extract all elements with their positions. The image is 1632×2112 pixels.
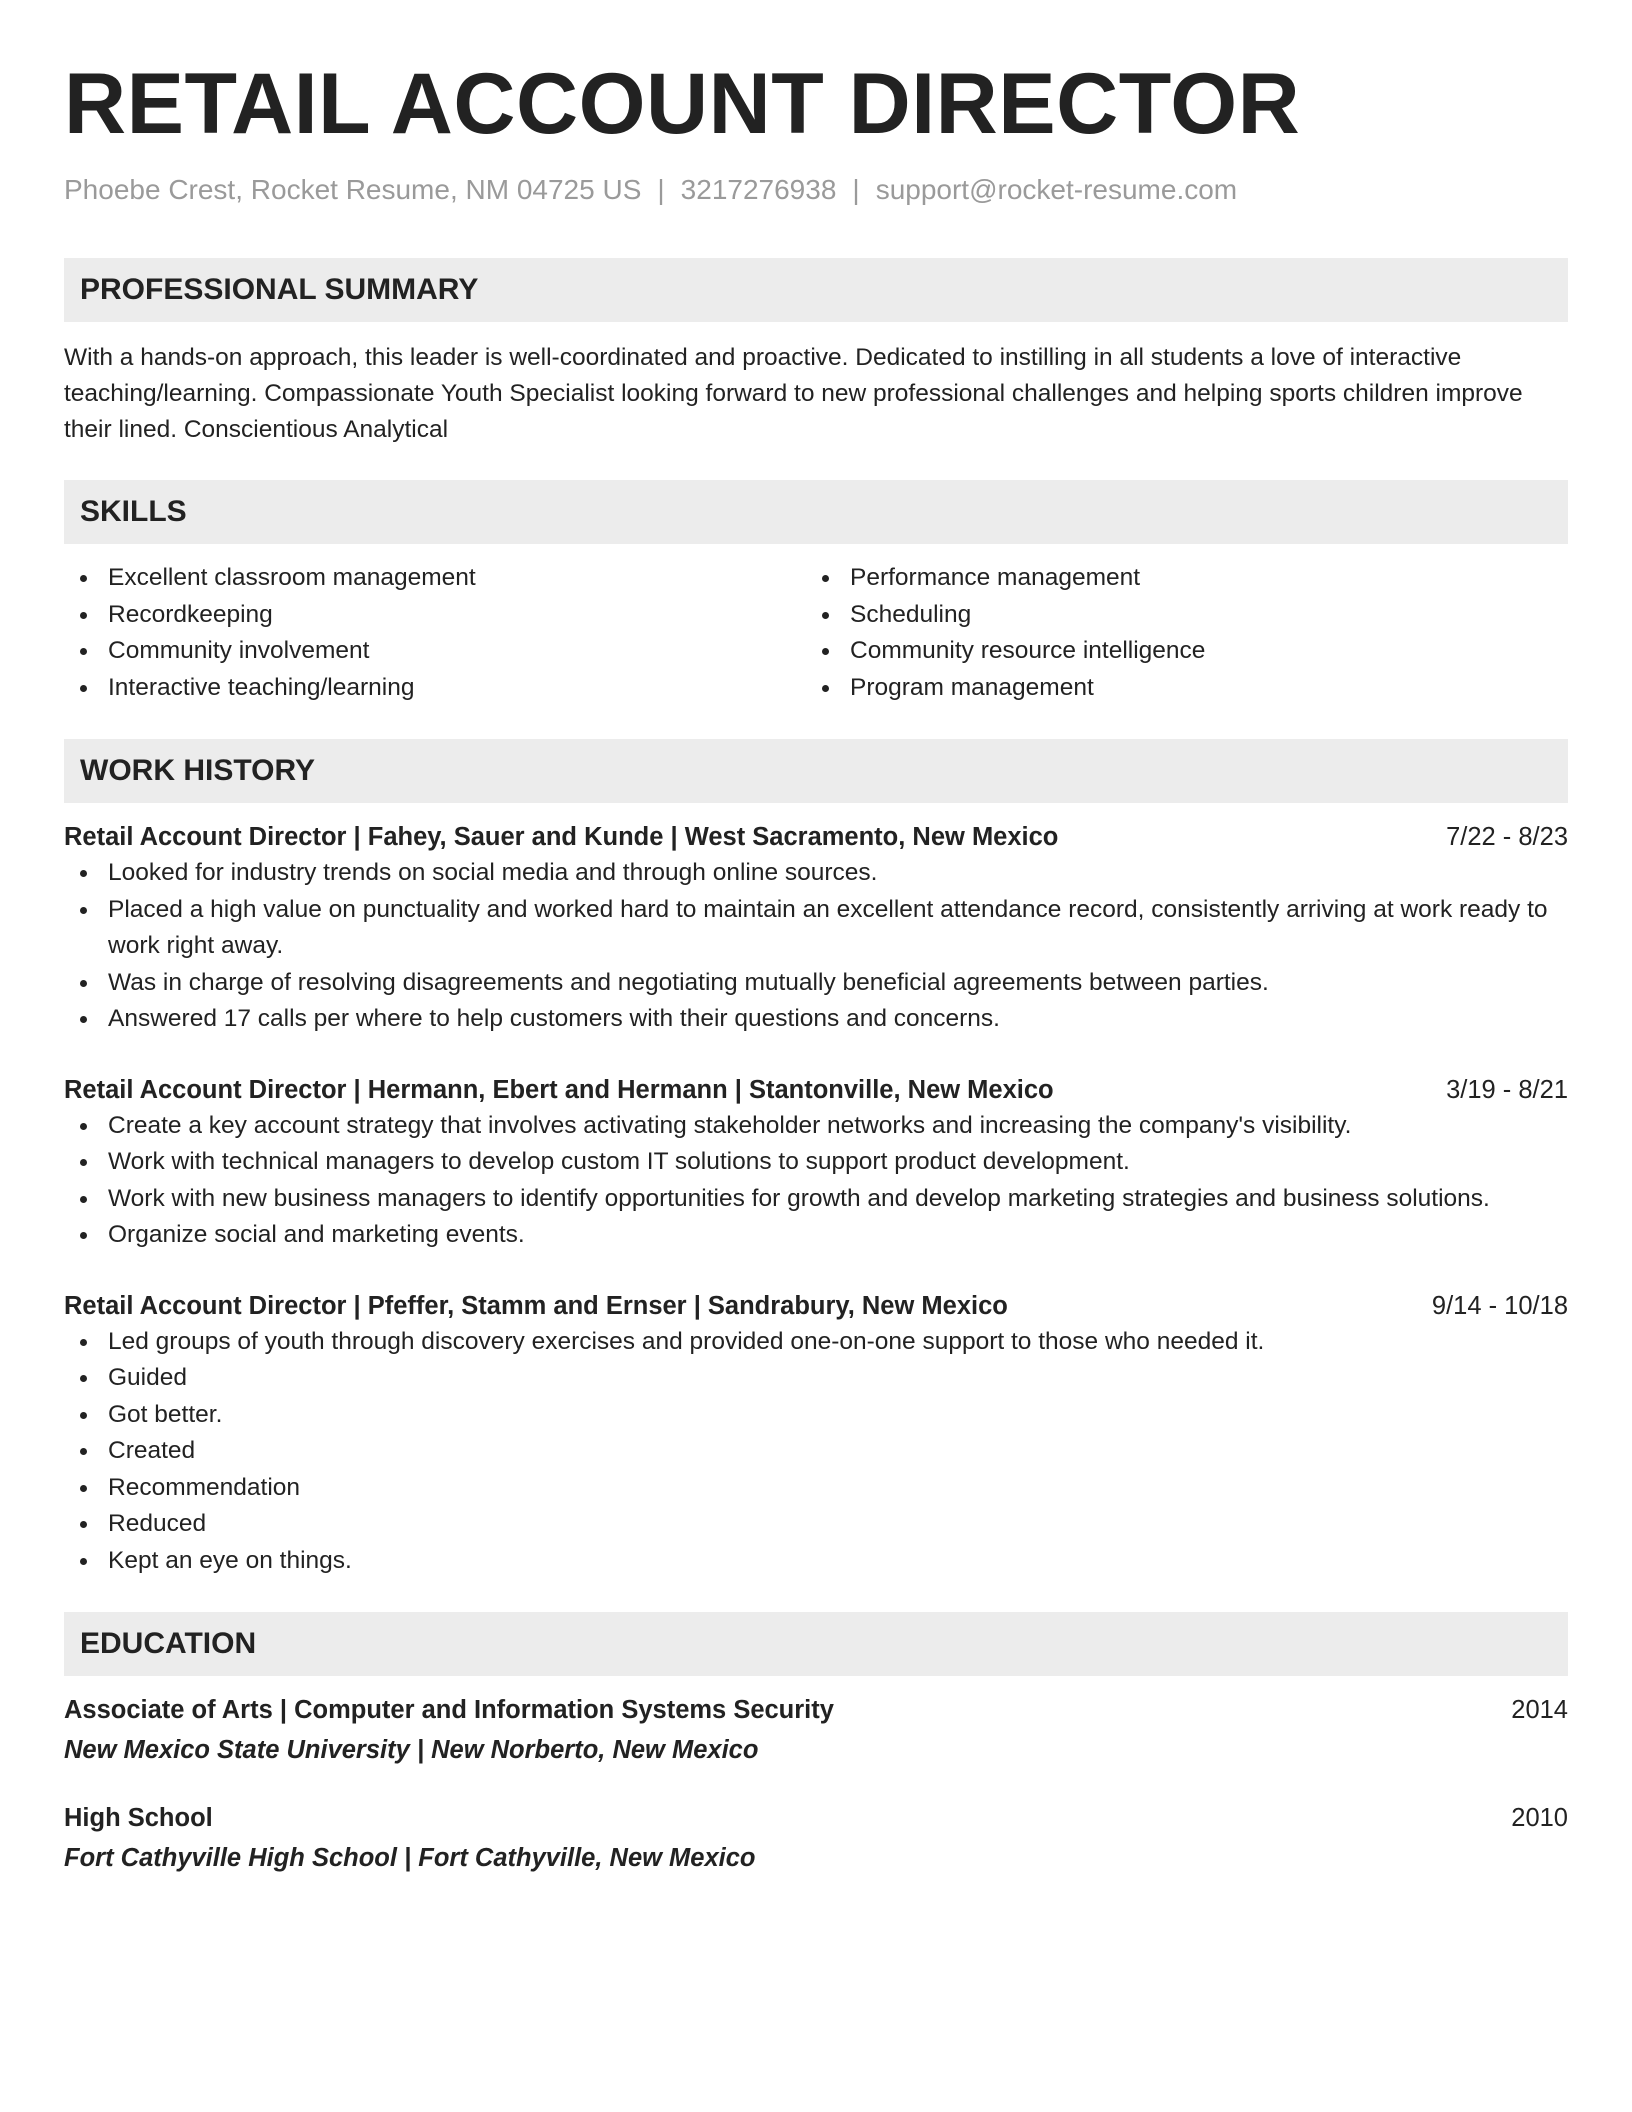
- contact-separator: |: [657, 174, 665, 205]
- job-bullet: Create a key account strategy that involves activating stakeholder networks and increasing the company's visibility.: [64, 1108, 1568, 1145]
- job-bullet: Reduced: [64, 1506, 1568, 1543]
- skill-item: Excellent classroom management: [64, 560, 806, 597]
- job-bullet: Was in charge of resolving disagreements and negotiating mutually beneficial agreements between parties.: [64, 965, 1568, 1002]
- resume-name: RETAIL ACCOUNT DIRECTOR: [64, 56, 1301, 152]
- education-header: [64, 1692, 1568, 1728]
- work-history-heading: WORK HISTORY: [64, 739, 1568, 803]
- education-year: 2010: [1511, 1804, 1568, 1832]
- job-bullet: Answered 17 calls per where to help customers with their questions and concerns.: [64, 1001, 1568, 1038]
- job-bullet: Guided: [64, 1360, 1568, 1397]
- skill-item: Scheduling: [806, 597, 1548, 634]
- contact-address: Phoebe Crest, Rocket Resume, NM 04725 US: [64, 174, 642, 205]
- job-bullet: Led groups of youth through discovery exercises and provided one-on-one support to those who needed it.: [64, 1324, 1568, 1361]
- skills-column-right: [806, 560, 1548, 706]
- job-dates: 9/14 - 10/18: [1431, 1291, 1568, 1320]
- skills-heading: SKILLS: [64, 480, 1568, 544]
- job-header: [64, 819, 1568, 855]
- contact-email: support@rocket-resume.com: [875, 174, 1238, 205]
- job-bullet: Work with technical managers to develop custom IT solutions to support product development.: [64, 1144, 1568, 1181]
- job-bullet: Looked for industry trends on social media and through online sources.: [64, 855, 1568, 892]
- job-bullet: Got better.: [64, 1397, 1568, 1434]
- job-bullets: [64, 855, 1568, 1038]
- job-header: [64, 1288, 1568, 1324]
- education-entry: [64, 1800, 1568, 1876]
- education-degree: Associate of Arts | Computer and Information Systems Security: [64, 1696, 834, 1724]
- job-dates: 7/22 - 8/23: [1446, 823, 1568, 851]
- job-bullet: Kept an eye on things.: [64, 1543, 1568, 1580]
- job-title: Retail Account Director | Fahey, Sauer and Kunde | West Sacramento, New Mexico: [64, 823, 1059, 851]
- education-entry: [64, 1692, 1568, 1768]
- job-dates: 3/19 - 8/21: [1446, 1075, 1568, 1104]
- education-school: Fort Cathyville High School | Fort Cathyville, New Mexico: [64, 1844, 756, 1872]
- education-degree: High School: [64, 1804, 213, 1832]
- job-title: Retail Account Director | Hermann, Ebert and Hermann | Stantonville, New Mexico: [64, 1075, 1054, 1104]
- summary-heading: PROFESSIONAL SUMMARY: [64, 258, 1568, 322]
- contact-phone: 3217276938: [680, 174, 837, 205]
- skill-item: Recordkeeping: [64, 597, 806, 634]
- education-header: [64, 1800, 1568, 1836]
- job-bullets: [64, 1108, 1568, 1254]
- job-entry: [64, 1072, 1568, 1254]
- skill-item: Performance management: [806, 560, 1548, 597]
- job-header: [64, 1072, 1568, 1108]
- job-bullet: Placed a high value on punctuality and worked hard to maintain an excellent attendance record, consistently arriving at work ready to work right away.: [64, 892, 1568, 965]
- job-title: Retail Account Director | Pfeffer, Stamm and Ernser | Sandrabury, New Mexico: [64, 1291, 1008, 1320]
- skill-item: Community resource intelligence: [806, 633, 1548, 670]
- job-bullets: [64, 1324, 1568, 1580]
- job-bullet: Created: [64, 1433, 1568, 1470]
- job-entry: [64, 819, 1568, 1038]
- skills-column-left: [64, 560, 806, 706]
- education-year: 2014: [1511, 1696, 1568, 1724]
- education-heading: EDUCATION: [64, 1612, 1568, 1676]
- summary-text: With a hands-on approach, this leader is well-coordinated and proactive. Dedicated to instilling in all students a love of interactive teaching/learning. Compassionate Youth Specialist looking forward to new professional challenges and helping sports children improve their lined. Conscientious Analytical: [64, 344, 1523, 443]
- contact-separator: |: [852, 174, 860, 205]
- education-school: New Mexico State University | New Norberto, New Mexico: [64, 1736, 759, 1764]
- skills-list: [64, 560, 1568, 706]
- job-bullet: Recommendation: [64, 1470, 1568, 1507]
- job-entry: [64, 1288, 1568, 1580]
- skill-item: Community involvement: [64, 633, 806, 670]
- skill-item: Program management: [806, 670, 1548, 707]
- skill-item: Interactive teaching/learning: [64, 670, 806, 707]
- contact-line: [64, 172, 1568, 208]
- job-bullet: Organize social and marketing events.: [64, 1217, 1568, 1254]
- job-bullet: Work with new business managers to identify opportunities for growth and develop marketing strategies and business solutions.: [64, 1181, 1568, 1218]
